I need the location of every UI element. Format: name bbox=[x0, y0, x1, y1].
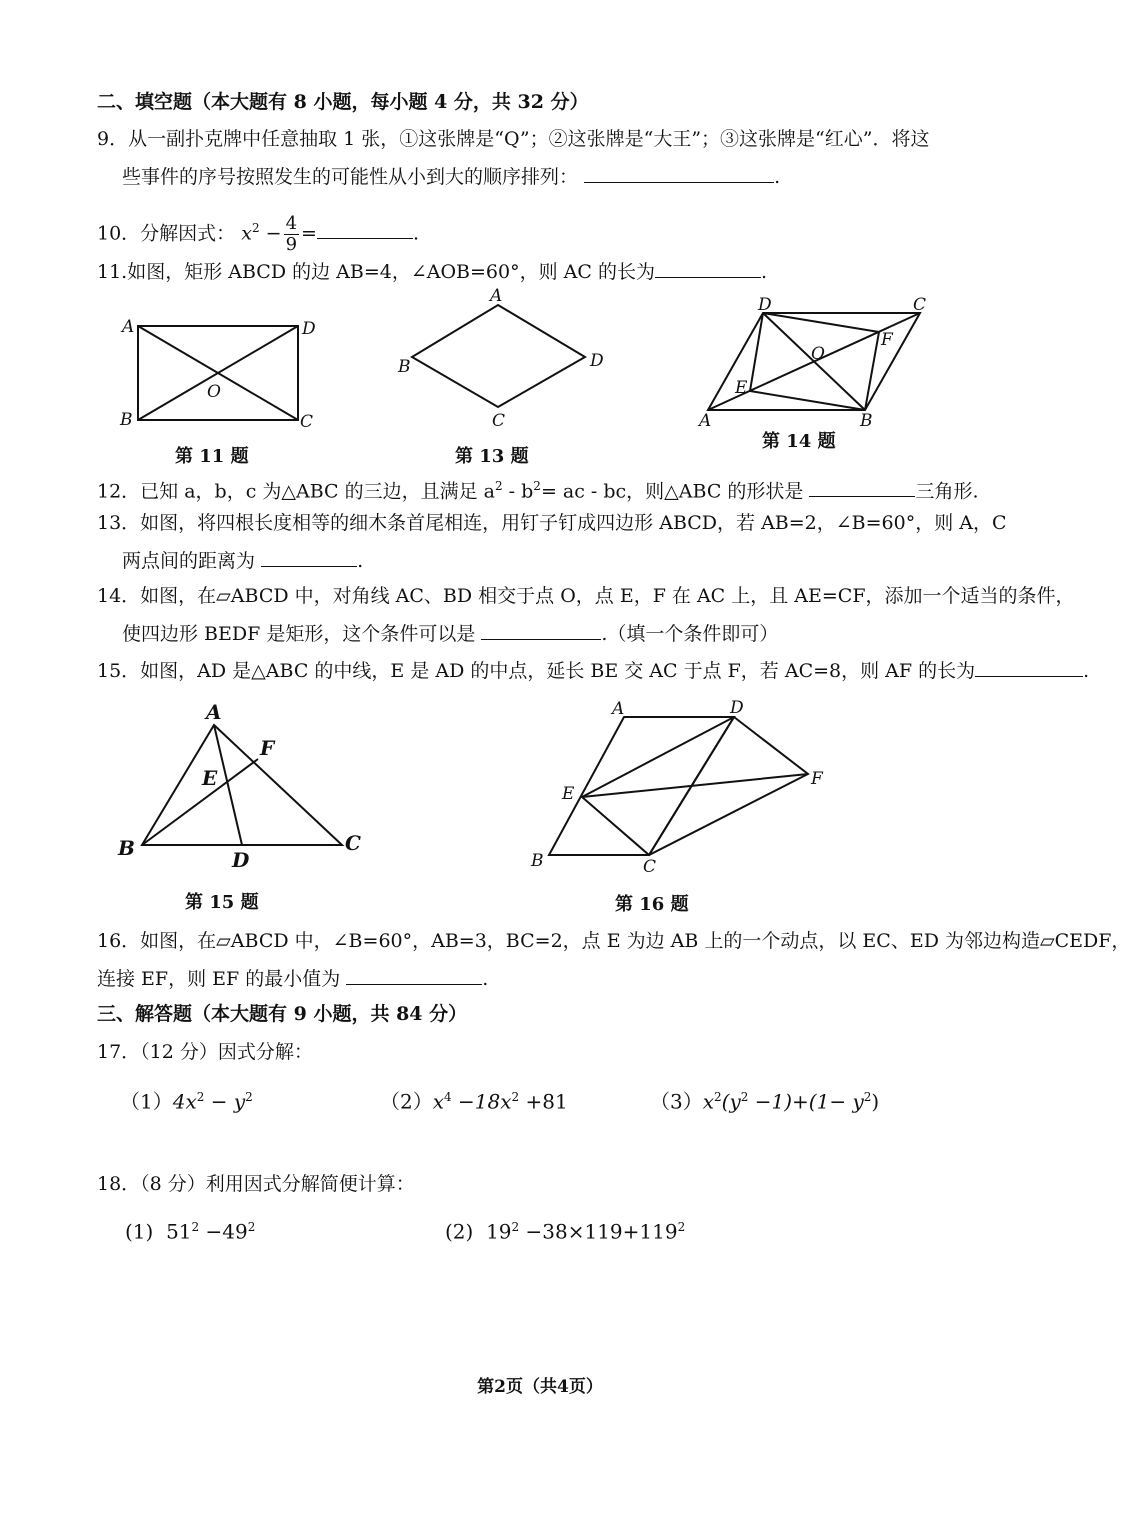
q10-eq: = bbox=[301, 222, 317, 245]
q14-line1: 14．如图，在▱ABCD 中，对角线 AC、BD 相交于点 O，点 E，F 在 AC 上，且 AE=CF，添加一个适当的条件， bbox=[97, 585, 1075, 607]
q12-end: 三角形. bbox=[915, 480, 979, 503]
q17-p2-c: +81 bbox=[519, 1089, 568, 1114]
q12-sup1: 2 bbox=[494, 479, 503, 493]
q15-text: 15．如图，AD 是△ABC 的中线，E 是 AD 的中点，延长 BE 交 AC 于点 F，若 AC=8，则 AF 的长为 bbox=[97, 660, 976, 682]
fig13-label-b: B bbox=[398, 357, 411, 377]
q10-numerator: 4 bbox=[285, 212, 298, 234]
q17-p2-e2: 2 bbox=[511, 1090, 520, 1104]
q14-line2 bbox=[122, 621, 778, 646]
q17-part3 bbox=[650, 1085, 879, 1114]
fig11-label-o: O bbox=[207, 382, 221, 402]
q17-p3-e1: 2 bbox=[714, 1090, 722, 1104]
fig14-label-o: O bbox=[811, 344, 825, 364]
fig15-label-d: D bbox=[232, 848, 250, 872]
q12-part1: 12．已知 a，b，c 为△ABC 的三边，且满足 a bbox=[97, 480, 495, 503]
q17-p1-a: 4x bbox=[172, 1089, 197, 1114]
q17-p2-b: −18x bbox=[451, 1089, 512, 1114]
q12-line bbox=[97, 474, 979, 503]
q17-p1-e2: 2 bbox=[245, 1090, 253, 1104]
q16-line2 bbox=[97, 966, 488, 991]
q18-p1-label: (1) bbox=[125, 1219, 154, 1244]
q17-p2-label: （2） bbox=[380, 1089, 433, 1114]
q17-p3-c: −1)+(1− y bbox=[748, 1089, 864, 1114]
q15-line bbox=[97, 658, 1089, 683]
q15-answer-blank[interactable] bbox=[975, 658, 1083, 677]
fig16-segment-ef bbox=[582, 774, 808, 797]
fig16-label-c: C bbox=[643, 857, 657, 877]
q10-x: x bbox=[241, 222, 252, 245]
q17-p3-d: ) bbox=[871, 1089, 880, 1114]
section2-heading: 二、填空题（本大题有 8 小题，每小题 4 分，共 32 分） bbox=[97, 91, 589, 113]
q18-p1-e1: 2 bbox=[191, 1220, 200, 1234]
q18-p1-a: 51 bbox=[166, 1219, 192, 1244]
fig11-label-c: C bbox=[300, 412, 314, 432]
q11-line bbox=[97, 259, 767, 284]
q9-answer-blank[interactable] bbox=[584, 164, 774, 183]
fig15-label-a: A bbox=[206, 700, 222, 724]
fig14-label-e: E bbox=[735, 378, 748, 398]
q18-p2-label: (2) bbox=[445, 1219, 474, 1244]
q18-p1-e2: 2 bbox=[247, 1220, 256, 1234]
q17-p3-label: （3） bbox=[650, 1089, 703, 1114]
q14-line2-text: 使四边形 BEDF 是矩形，这个条件可以是 bbox=[122, 623, 476, 645]
fig13-label-a: A bbox=[490, 286, 503, 306]
q17-part1 bbox=[120, 1085, 253, 1114]
q9-line2 bbox=[122, 164, 780, 189]
q17-p1-e1: 2 bbox=[196, 1090, 205, 1104]
fig14-label-c: C bbox=[913, 295, 927, 315]
fig11-label-d: D bbox=[302, 319, 316, 339]
fig16-label-a: A bbox=[612, 699, 625, 719]
fig15-label-e: E bbox=[202, 766, 218, 790]
q12-sup2: 2 bbox=[533, 479, 541, 493]
q13-line2-text: 两点间的距离为 bbox=[122, 550, 256, 572]
fig15-label-c: C bbox=[345, 831, 361, 855]
fig15-label-f: F bbox=[260, 736, 275, 760]
q17-p2-e1: 4 bbox=[444, 1090, 452, 1104]
fig14-label-f: F bbox=[881, 330, 893, 350]
figure-13 bbox=[390, 285, 620, 435]
fig16-label-e: E bbox=[562, 784, 575, 804]
q9-line1: 9．从一副扑克牌中任意抽取 1 张，①这张牌是“Q”；②这张牌是“大王”；③这张牌是“红心”．将这 bbox=[97, 128, 930, 150]
page-footer: 第2页（共4页） bbox=[477, 1377, 603, 1397]
q12-part2: - b bbox=[502, 480, 534, 503]
q18-p2-e2: 2 bbox=[677, 1220, 686, 1234]
fig11-label-a: A bbox=[122, 317, 135, 337]
figure-16 bbox=[525, 695, 845, 880]
fig11-caption: 第 11 题 bbox=[175, 446, 249, 467]
fig16-parallelogram-abcd bbox=[549, 717, 734, 855]
q17-p1-label: （1） bbox=[120, 1089, 173, 1114]
q10-exp: 2 bbox=[251, 221, 260, 235]
figure-15 bbox=[110, 695, 370, 875]
q17-part2 bbox=[380, 1085, 568, 1114]
q17-p3-b: (y bbox=[721, 1089, 741, 1114]
q15-end: . bbox=[1083, 660, 1090, 682]
q17-title: 17．（12 分）因式分解： bbox=[97, 1041, 313, 1063]
fig15-median-ad bbox=[214, 725, 242, 845]
fig16-caption: 第 16 题 bbox=[615, 894, 689, 915]
fig13-caption: 第 13 题 bbox=[455, 446, 529, 467]
q18-p2-a: 19 bbox=[486, 1219, 512, 1244]
fig13-label-c: C bbox=[492, 411, 506, 431]
fig14-label-d: D bbox=[758, 295, 772, 315]
fig15-label-b: B bbox=[118, 836, 135, 860]
fig15-caption: 第 15 题 bbox=[185, 892, 259, 913]
q17-p2-a: x bbox=[432, 1089, 445, 1114]
q12-answer-blank[interactable] bbox=[809, 478, 915, 497]
q16-end: . bbox=[482, 968, 489, 990]
section3-heading: 三、解答题（本大题有 9 小题，共 84 分） bbox=[97, 1003, 468, 1025]
q18-p1-b: −49 bbox=[199, 1219, 248, 1244]
q11-answer-blank[interactable] bbox=[655, 259, 761, 278]
q17-p3-a: x bbox=[702, 1089, 715, 1114]
fig14-caption: 第 14 题 bbox=[762, 431, 836, 452]
q17-p1-b: − y bbox=[204, 1089, 246, 1114]
figure-14 bbox=[695, 290, 945, 435]
q12-part3: = ac - bc，则△ABC 的形状是 bbox=[540, 480, 804, 503]
q10-prefix: 10．分解因式： bbox=[97, 222, 236, 245]
fig11-label-b: B bbox=[120, 410, 133, 430]
q18-part2 bbox=[445, 1215, 685, 1244]
q13-answer-blank[interactable] bbox=[261, 548, 357, 567]
fig15-segment-bf bbox=[142, 759, 258, 845]
q14-end: .（填一个条件即可） bbox=[601, 623, 779, 645]
q10-denominator: 9 bbox=[285, 233, 298, 255]
q10-line bbox=[97, 203, 419, 258]
q18-title: 18．（8 分）利用因式分解简便计算： bbox=[97, 1173, 415, 1195]
q11-text: 11.如图，矩形 ABCD 的边 AB=4，∠AOB=60°，则 AC 的长为 bbox=[97, 261, 655, 283]
q16-answer-blank[interactable] bbox=[346, 966, 482, 985]
fig13-rhombus bbox=[412, 305, 585, 407]
q13-line1: 13．如图，将四根长度相等的细木条首尾相连，用钉子钉成四边形 ABCD，若 AB=2，∠B=60°，则 A，C bbox=[97, 512, 1007, 534]
q11-end: . bbox=[760, 261, 767, 283]
fig13-label-d: D bbox=[590, 351, 604, 371]
q14-answer-blank[interactable] bbox=[481, 621, 601, 640]
q10-minus: − bbox=[265, 222, 282, 245]
q10-end: . bbox=[412, 222, 419, 245]
figure-11 bbox=[110, 305, 330, 440]
q17-p3-e3: 2 bbox=[863, 1090, 872, 1104]
q9-end: . bbox=[774, 166, 781, 188]
fig14-label-a: A bbox=[699, 411, 712, 431]
q18-p2-b: −38×119+119 bbox=[519, 1219, 678, 1244]
q13-end: . bbox=[357, 550, 364, 572]
q16-line2-text: 连接 EF，则 EF 的最小值为 bbox=[97, 968, 341, 990]
q10-answer-blank[interactable] bbox=[317, 220, 413, 239]
q16-line1: 16．如图，在▱ABCD 中，∠B=60°，AB=3，BC=2，点 E 为边 AB 上的一个动点，以 EC、ED 为邻边构造▱CEDF， bbox=[97, 930, 1130, 952]
q17-p3-e2: 2 bbox=[740, 1090, 749, 1104]
fig15-triangle bbox=[142, 725, 342, 845]
fig16-label-d: D bbox=[730, 698, 744, 718]
q18-p2-e1: 2 bbox=[511, 1220, 520, 1234]
q18-part1 bbox=[125, 1215, 255, 1244]
q13-line2 bbox=[122, 548, 363, 573]
fig16-label-b: B bbox=[531, 851, 544, 871]
fig14-label-b: B bbox=[860, 411, 873, 431]
fig16-label-f: F bbox=[811, 769, 823, 789]
q9-line2-text: 些事件的序号按照发生的可能性从小到大的顺序排列： bbox=[122, 166, 579, 188]
q10-fraction bbox=[284, 214, 299, 255]
